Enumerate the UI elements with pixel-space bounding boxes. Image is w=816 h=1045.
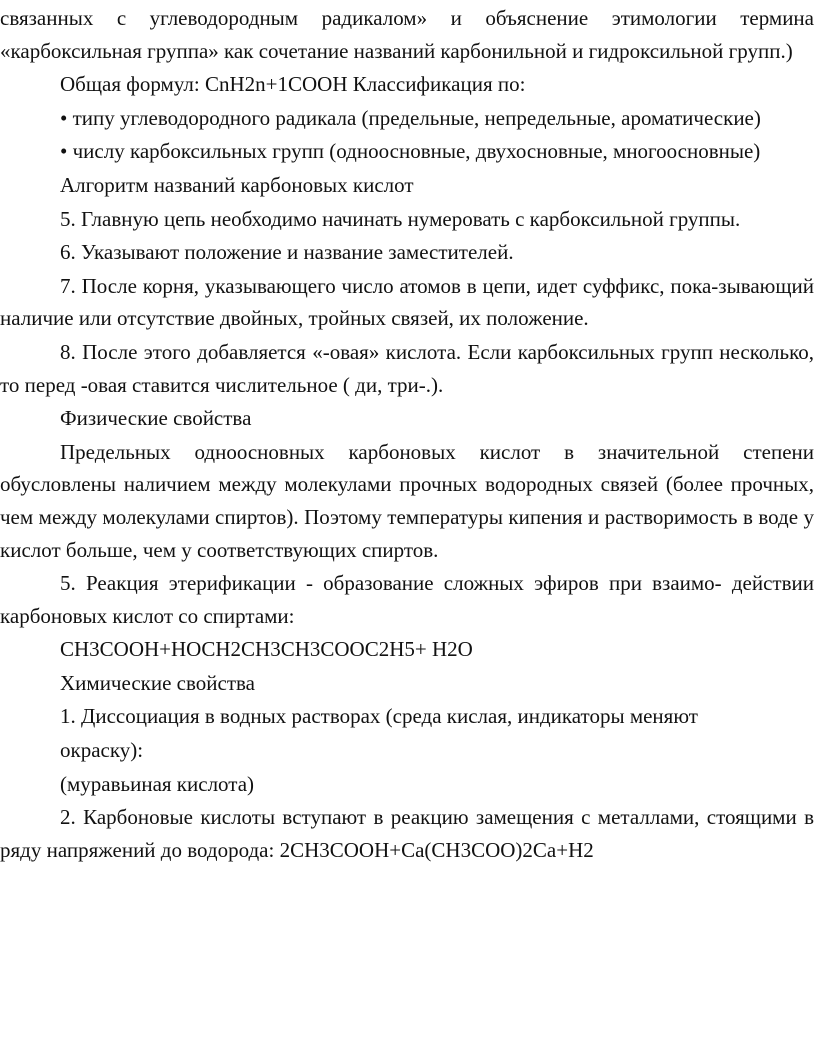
algorithm-step-6: 6. Указывают положение и название заместителей.: [60, 240, 514, 265]
paragraph-general-formula: Общая формул: CnH2n+1COOH Классификация по:: [60, 72, 526, 97]
algorithm-step-5: 5. Главную цепь необходимо начинать нумеровать с карбоксильной группы.: [60, 206, 741, 231]
heading-physical-properties: Физические свойства: [60, 406, 252, 431]
equation-esterification: CH3COOH+HOCH2CH3CH3COOC2H5+ H2O: [60, 637, 473, 662]
bullet-carboxyl-count: • числу карбоксильных групп (одноосновные, двухосновные, многоосновные): [60, 139, 761, 164]
bullet-radical-type: • типу углеводородного радикала (предельные, непредельные, ароматические): [60, 105, 761, 130]
algorithm-step-7: 7. После корня, указывающего число атомов в цепи, идет суффикс, пока-зывающий наличие или отсутствие двойных, тройных связей, их положение.: [0, 273, 814, 331]
paragraph-physical-properties: Предельных одноосновных карбоновых кислот в значительной степени обусловлены наличием между молекулами прочных водородных связей (более прочных, чем между молекулами спиртов). Поэтому температуры кипения и растворимость в воде у кислот больше, чем у соответствующих спиртов.: [0, 439, 814, 562]
paragraph-esterification: 5. Реакция этерификации - образование сложных эфиров при взаимо- действии карбоновых кислот со спиртами:: [0, 571, 814, 628]
chem-property-2-substitution: 2. Карбоновые кислоты вступают в реакцию замещения с металлами, стоящими в ряду напряжений до водорода: 2CH3COOH+Ca(CH3COO)2Ca+H2: [0, 805, 814, 862]
algorithm-step-8: 8. После этого добавляется «-овая» кислота. Если карбоксильных групп несколько, то перед -овая ставится числительное ( ди, три-.).: [0, 339, 814, 397]
chem-property-1-dissociation: 1. Диссоциация в водных растворах (среда кислая, индикаторы меняют: [60, 704, 698, 729]
formic-acid-note: (муравьиная кислота): [60, 771, 255, 796]
chem-property-1-continuation: окраску):: [60, 738, 144, 763]
paragraph-etymology: связанных с углеводородным радикалом» и объяснение этимологии термина «карбоксильная группа» как сочетание названий карбонильной и гидроксильной групп.): [0, 6, 814, 63]
heading-chemical-properties: Химические свойства: [60, 670, 255, 695]
heading-naming-algorithm: Алгоритм названий карбоновых кислот: [60, 172, 414, 197]
